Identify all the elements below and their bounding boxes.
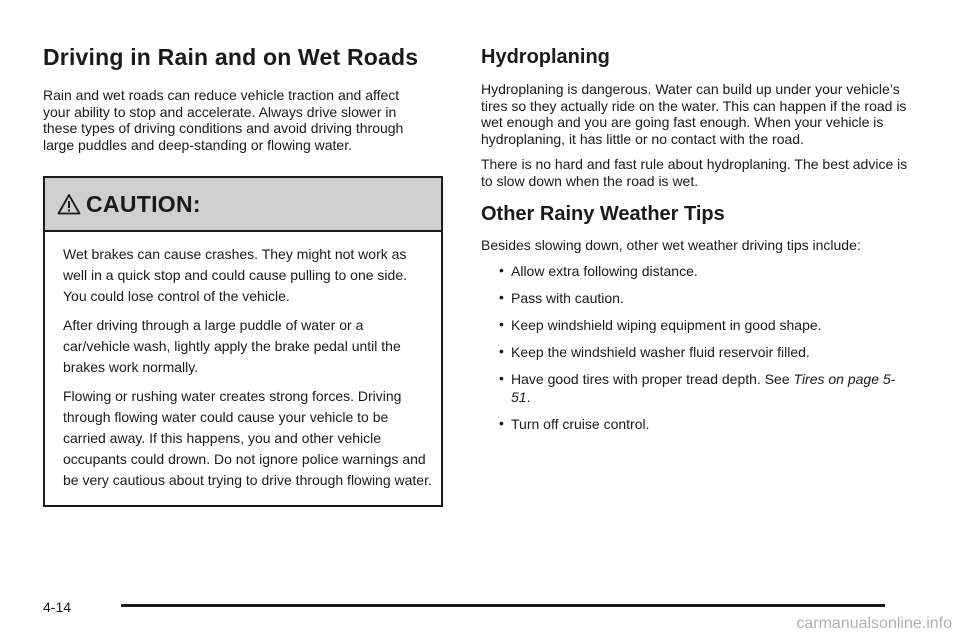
caution-paragraph: After driving through a large puddle of water or a car/vehicle wash, lightly apply the brake pedal until the brakes work normally. [63,317,401,376]
watermark: carmanualsonline.info [796,615,952,632]
intro-paragraph: Rain and wet roads can reduce vehicle traction and affect your ability to stop and accelerate. Always drive slower in these types of driving conditions and avoid driving through large puddles and deep-standing or flowing water. [43,87,404,153]
bullet-icon: • [499,343,504,360]
caution-header [45,178,441,232]
bullet-icon: • [499,370,504,387]
list-item-text: Pass with caution. [511,290,624,307]
right-column [481,42,911,442]
bullet-icon: • [499,262,504,279]
tires-reference-link[interactable]: Tires on page 5-51 [511,371,896,406]
caution-heading: CAUTION: [86,190,201,217]
list-item-text: Keep the windshield washer fluid reservoir filled. [511,344,810,361]
bullet-icon: • [499,289,504,306]
caution-body [45,232,441,505]
caution-paragraph: Wet brakes can cause crashes. They might not work as well in a quick stop and could cause pulling to one side. You could lose control of the vehicle. [63,246,407,305]
hydroplaning-paragraph: There is no hard and fast rule about hydroplaning. The best advice is to slow down when the road is wet. [481,156,908,189]
tips-title: Other Rainy Weather Tips [481,202,725,225]
reference-suffix: . [526,389,531,406]
tips-intro: Besides slowing down, other wet weather driving tips include: [481,236,861,253]
list-item [499,370,911,406]
caution-box [43,176,443,507]
list-item [499,343,911,361]
page-number: 4-14 [43,599,72,615]
list-item [499,415,911,433]
hydroplaning-paragraph: Hydroplaning is dangerous. Water can build up under your vehicle’s tires so they actually ride on the water. This can happen if the road is wet enough and you are going fast enough. When your vehicle is hydroplaning, it has little or no contact with the road. [481,81,907,147]
footer-rule [121,604,885,607]
section-title: Driving in Rain and on Wet Roads [43,44,419,70]
list-item-text: Have good tires with proper tread depth. See [511,371,794,388]
list-item-text: Keep windshield wiping equipment in good shape. [511,317,822,334]
bullet-icon: • [499,415,504,432]
left-column [43,42,447,507]
bullet-icon: • [499,316,504,333]
list-item-text: Allow extra following distance. [511,263,698,280]
hydroplaning-title: Hydroplaning [481,46,610,68]
caution-triangle-icon [57,193,81,215]
list-item [499,289,911,307]
list-item-text: Turn off cruise control. [511,416,650,433]
list-item [499,316,911,334]
list-item [499,262,911,280]
tips-list [481,262,911,433]
caution-paragraph: Flowing or rushing water creates strong forces. Driving through flowing water could cause your vehicle to be carried away. If this happens, you and other vehicle occupants could drown. Do not ignore police warnings and be very cautious about trying to drive through flowing water. [63,388,432,489]
